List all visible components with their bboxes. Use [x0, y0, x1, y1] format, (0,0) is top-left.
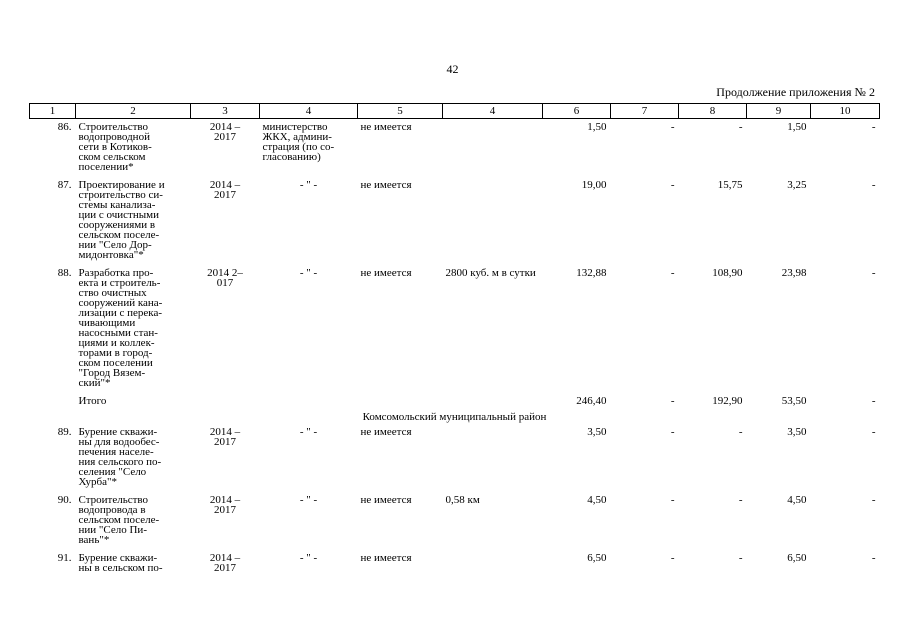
table-body	[30, 119, 880, 579]
amount-col6: 19,00	[581, 179, 607, 191]
period: 2014 – 2017	[209, 179, 241, 201]
executor: - " -	[299, 267, 318, 279]
empty-cell	[260, 393, 358, 411]
period: 2014 2– 017	[207, 267, 243, 289]
amount-col10: -	[871, 395, 876, 407]
section-title: Комсомольский муниципальный район	[362, 411, 547, 423]
table-row	[30, 119, 880, 178]
amount-col7: -	[670, 179, 675, 191]
column-header: 9	[747, 104, 811, 119]
table-row	[30, 265, 880, 393]
column-header: 8	[679, 104, 747, 119]
documentation: не имеется	[360, 426, 412, 438]
documentation: не имеется	[360, 121, 412, 133]
amount-col8: 192,90	[712, 395, 743, 407]
capacity	[443, 424, 543, 492]
amount-col6: 3,50	[587, 426, 607, 438]
appendix-caption: Продолжение приложения № 2	[716, 85, 875, 99]
column-header: 1	[30, 104, 76, 119]
measure-name: Бурение скважи- ны в сельском по-	[78, 552, 163, 574]
page-number: 42	[446, 62, 459, 76]
documentation: не имеется	[360, 179, 412, 191]
documentation: не имеется	[360, 267, 412, 279]
amount-col6: 132,88	[576, 267, 607, 279]
row-number: 87.	[57, 179, 72, 191]
amount-col10: -	[871, 494, 876, 506]
executor: - " -	[299, 494, 318, 506]
measure-name: Строительство водопровода в сельском поселе- нии "Село Пи- вань"*	[78, 494, 160, 546]
column-header: 4	[260, 104, 358, 119]
amount-col7: -	[670, 121, 675, 133]
documentation: не имеется	[360, 552, 412, 564]
program-table	[29, 103, 880, 578]
amount-col8: -	[738, 494, 743, 506]
empty-cell	[443, 393, 543, 411]
capacity: 0,58 км	[445, 494, 480, 506]
amount-col9: 6,50	[787, 552, 807, 564]
amount-col8: -	[738, 426, 743, 438]
column-header: 10	[811, 104, 880, 119]
table-row	[30, 550, 880, 578]
capacity: 2800 куб. м в сутки	[445, 267, 536, 279]
amount-col7: -	[670, 426, 675, 438]
amount-col9: 4,50	[787, 494, 807, 506]
amount-col9: 3,50	[787, 426, 807, 438]
amount-col7: -	[670, 552, 675, 564]
amount-col10: -	[871, 267, 876, 279]
column-header: 5	[358, 104, 443, 119]
row-number: 86.	[57, 121, 72, 133]
period: 2014 – 2017	[209, 552, 241, 574]
row-number: 88.	[57, 267, 72, 279]
capacity	[443, 177, 543, 265]
amount-col10: -	[871, 179, 876, 191]
documentation: не имеется	[360, 494, 412, 506]
amount-col9: 3,25	[787, 179, 807, 191]
measure-name: Проектирование и строительство си- стемы канализа- ции с очистными сооружениями в сельском поселе- нии "Село Дор- мидонтовка"*	[78, 179, 165, 261]
table-row	[30, 177, 880, 265]
measure-name: Бурение скважи- ны для водообес- печения населе- ния сельского по- селения "Село Хурба"*	[78, 426, 162, 488]
total-row	[30, 393, 880, 411]
amount-col6: 246,40	[576, 395, 607, 407]
amount-col9: 1,50	[787, 121, 807, 133]
measure-name: Строительство водопроводной сети в Котиков- ском сельском поселении*	[78, 121, 152, 173]
column-header: 6	[543, 104, 611, 119]
capacity	[443, 550, 543, 578]
amount-col8: -	[738, 121, 743, 133]
amount-col6: 4,50	[587, 494, 607, 506]
amount-col9: 53,50	[781, 395, 807, 407]
column-number-row	[30, 104, 880, 119]
column-header: 7	[611, 104, 679, 119]
amount-col7: -	[670, 267, 675, 279]
amount-col10: -	[871, 426, 876, 438]
period: 2014 – 2017	[209, 426, 241, 448]
table-row	[30, 492, 880, 550]
empty-cell	[191, 393, 260, 411]
amount-col10: -	[871, 121, 876, 133]
row-number: 90.	[57, 494, 72, 506]
total-label: Итого	[78, 395, 107, 407]
amount-col8: -	[738, 552, 743, 564]
amount-col6: 6,50	[587, 552, 607, 564]
executor: министерство ЖКХ, админи- страция (по со- гласованию)	[262, 121, 335, 163]
empty-cell	[358, 393, 443, 411]
row-number: 89.	[57, 426, 72, 438]
executor: - " -	[299, 426, 318, 438]
table-row	[30, 424, 880, 492]
amount-col10: -	[871, 552, 876, 564]
column-header: 4	[443, 104, 543, 119]
capacity	[443, 119, 543, 178]
column-header: 2	[76, 104, 191, 119]
executor: - " -	[299, 552, 318, 564]
amount-col6: 1,50	[587, 121, 607, 133]
amount-col7: -	[670, 395, 675, 407]
row-number: 91.	[57, 552, 72, 564]
executor: - " -	[299, 179, 318, 191]
amount-col8: 15,75	[717, 179, 743, 191]
measure-name: Разработка про- екта и строитель- ство очистных сооружений кана- лизации с перека- чивающими насосными стан- циями и коллек- торами в город- ском поселении "Город Вязем- ский"*	[78, 267, 163, 389]
amount-col8: 108,90	[712, 267, 743, 279]
period: 2014 – 2017	[209, 494, 241, 516]
section-row	[30, 411, 880, 424]
amount-col7: -	[670, 494, 675, 506]
column-header: 3	[191, 104, 260, 119]
period: 2014 – 2017	[209, 121, 241, 143]
row-number	[30, 393, 76, 411]
amount-col9: 23,98	[781, 267, 807, 279]
